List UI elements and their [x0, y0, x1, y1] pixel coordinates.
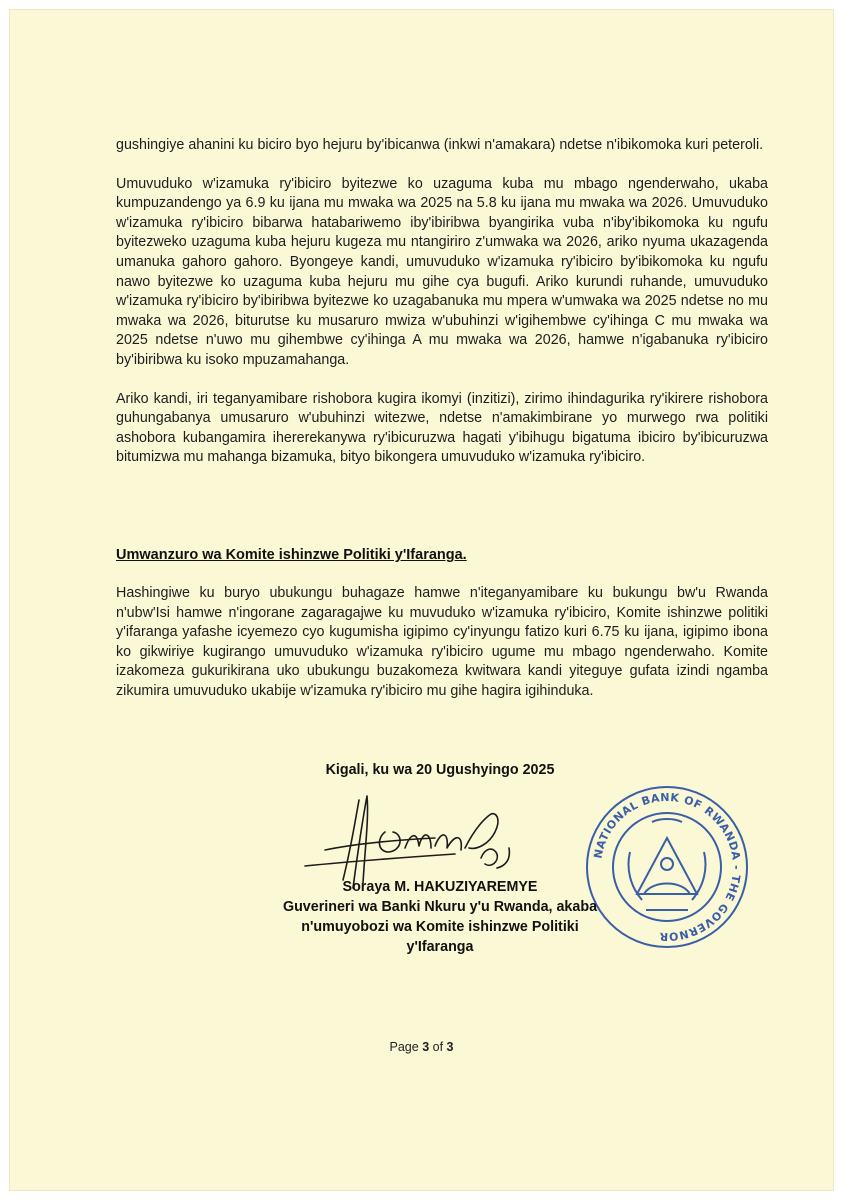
paragraph-3: Ariko kandi, iri teganyamibare rishobora kugira ikomyi (inzitizi), zirimo ihindagurika ry'ikirere rishobora guhungabanya umusaruro w'ubuhinzi witezwe, ndetse n'amakimbirane yo murwego rwa politiki ashobora kubangamira ihererekanywa ry'ibicuruzwa hagati y'ibihugu bigatuma ibiciro by'ibicuruzwa bitumizwa mu mahanga bizamuka, bityo bikongera umuvuduko w'izamuka ry'ibiciro. — [116, 390, 768, 466]
signer-title-line-3: y'Ifaranga — [406, 939, 474, 955]
body-text — [116, 136, 768, 487]
signer-name: Soraya M. HAKUZIYAREMYE — [342, 879, 538, 895]
stamp-text: NATIONAL BANK OF RWANDA - THE GOVERNOR — [591, 790, 744, 944]
document-page — [10, 10, 833, 1190]
section-heading: Umwanzuro wa Komite ishinzwe Politiki y'Ifaranga. — [116, 547, 467, 563]
page-number — [10, 1040, 833, 1054]
paragraph-2: Umuvuduko w'izamuka ry'ibiciro byitezwe ko uzaguma kuba mu mbago ngenderwaho, ukaba kumpuzandengo ya 6.9 ku ijana mu mwaka wa 2025 na 5.8 ku ijana mu mwaka wa 2026. Umuvuduko w'izamuka ry'ibiciro bibarwa hatabariwemo iby'ibiribwa byangirika vuba n'iby'ibikomoka ku ngufu byitezweko uzaguma kuba hejuru kugeza mu ntangiriro z'umwaka wa 2026, ariko nyuma ukazagenda umanuka gahoro gahoro. Byongeye kandi, umuvuduko w'izamuka ry'ibiciro by'ibikomoka ku ngufu nawo byitezwe ko uzaguma kuba hejuru mu gihe cya bugufi. Ariko kurundi ruhande, umuvuduko w'izamuka ry'ibiciro by'ibiribwa byitezwe ko uzagabanuka mu mpera w'umwaka wa 2025 ndetse no mu mwaka wa 2026, biturutse ku musaruro mwiza w'ubuhinzi w'igihembwe cy'ihinga C mu mwaka wa 2025 ndetse n'uwo mu gihembwe cy'ihinga A mu mwaka wa 2026, hamwe n'igabanuka ry'ibiciro by'ibiribwa ku isoko mpuzamahanga. — [116, 175, 768, 368]
page-of: of — [429, 1040, 447, 1054]
page-current: 3 — [422, 1040, 430, 1054]
page-total: 3 — [446, 1040, 454, 1054]
place-date: Kigali, ku wa 20 Ugushyingo 2025 — [325, 762, 555, 778]
paragraph-1: gushingiye ahanini ku biciro byo hejuru by'ibicanwa (inkwi n'amakara) ndetse n'ibikomoka kuri peteroli. — [116, 137, 764, 153]
decision-paragraph: Hashingiwe ku buryo ubukungu buhagaze hamwe n'iteganyamibare ku bukungu bw'u Rwanda n'ubw'Isi hamwe n'ingorane zagaragajwe ku muvuduko w'izamuka ry'ibiciro, Komite ishinzwe politiki y'ifaranga yafashe icyemezo cyo kugumisha igipimo cy'inyungu fatizo kuri 6.75 ku ijana, igipimo ibona ko gikwiriye kugirango umuvuduko w'izamuka ry'ibiciro ugume mu mbago ngenderwaho. Komite izakomeza gukurikirana uko ubukungu buzakomeza kwitwara kandi yiteguye gufata izindi ngamba zikumira umuvuduko ukabije w'izamuka ry'ibiciro mu gihe hagira igihinduka. — [116, 585, 768, 699]
signer-title-line-1: Guverineri wa Banki Nkuru y'u Rwanda, akaba — [282, 899, 598, 915]
signer-title-line-2: n'umuyobozi wa Komite ishinzwe Politiki — [301, 919, 579, 935]
page-prefix: Page — [389, 1040, 423, 1054]
signer-block — [240, 877, 640, 957]
